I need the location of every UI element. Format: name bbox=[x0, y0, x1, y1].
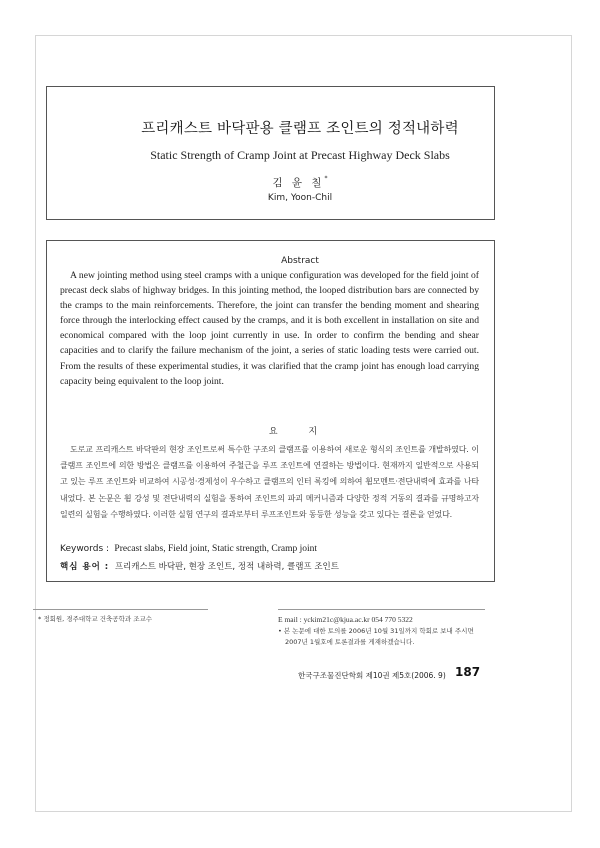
contact-footnotes bbox=[278, 614, 488, 649]
author-name-korean-text: 김 윤 칠 bbox=[272, 177, 325, 189]
author-name-korean bbox=[0, 175, 600, 190]
page-number: 187 bbox=[455, 665, 481, 679]
footnote-divider-right bbox=[278, 609, 485, 610]
keywords-english bbox=[60, 544, 485, 554]
journal-citation: 한국구조물진단학회 제10권 제5호(2006. 9) bbox=[298, 671, 446, 680]
keywords-korean-list: 프리캐스트 바닥판, 현장 조인트, 정적 내하력, 클램프 조인트 bbox=[114, 562, 339, 572]
paper-title-english: Static Strength of Cramp Joint at Precast Highway Deck Slabs bbox=[150, 148, 450, 162]
keywords-label: Keywords : bbox=[60, 544, 110, 554]
keywords-korean-label: 핵심 용어 : bbox=[60, 562, 110, 572]
email-footnote: E mail : yckim21c@kjua.ac.kr 054 770 5322 bbox=[278, 615, 413, 624]
author-footnote-mark: * bbox=[324, 175, 328, 182]
discussion-note: • 본 논문에 대한 토의를 2006년 10월 31일까지 학회로 보내 주시면 2007년 1월호에 토론결과를 게재하겠습니다. bbox=[278, 626, 474, 646]
author-name-english: Kim, Yoon-Chil bbox=[267, 193, 333, 203]
author-affiliation-footnote: * 정회원, 경주대학교 건축공학과 조교수 bbox=[38, 615, 153, 623]
summary-text: 도로교 프리캐스트 바닥판의 현장 조인트로써 특수한 구조의 클램프를 이용하여 새로운 형식의 조인트를 개발하였다. 이 클램프 조인트에 의한 방법은 클램프를 이용하여 주철근을 루프 조인트에 연결하는 방법이다. 현재까지 일반적으로 사용되고 있는 루프 조인트와 비교하여 시공성·경제성이 우수하고 클램프의 인터 록킹에 의하여 휨모멘트·전단내력에 효과를 나타내었다. 본 논문은 휨 강성 및 전단내력의 실험을 통하여 조인트의 파괴 메커니즘과 다양한 정적 거동의 결과를 규명하고자 일련의 실험을 수행하였다. 이러한 실험 연구의 결과로부터 루프조인트와 동등한 성능을 갖고 있다는 결론을 얻었다. bbox=[60, 445, 479, 519]
abstract-text: A new jointing method using steel cramps with a unique configuration was developed for the field joint of precast deck slabs of highway bridges. In this jointing method, the looped distribution bars are connected by the cramps to the main reinforcements. Therefore, the joint can transfer the bending moment and shearing force through the interlocking effect caused by the cramps, and it is both excellent in installation on site and economical compared with the loop joint currently in use. In order to confirm the bending and shear capacities and to clarify the failure mechanism of the joint, a series of static loading tests were carried out. From the results of these experimental studies, it was clarified that the cramp joint has enough load carrying capacity being equivalent to the loop joint. bbox=[60, 270, 479, 387]
keywords-list: Precast slabs, Field joint, Static strength, Cramp joint bbox=[114, 544, 318, 554]
abstract-heading: Abstract bbox=[281, 256, 319, 266]
keywords-korean bbox=[60, 560, 485, 572]
paper-title-korean: 프리캐스트 바닥판용 클램프 조인트의 정적내하력 bbox=[141, 121, 459, 137]
summary-heading: 요 지 bbox=[268, 427, 332, 437]
footnote-divider-left bbox=[33, 609, 208, 610]
